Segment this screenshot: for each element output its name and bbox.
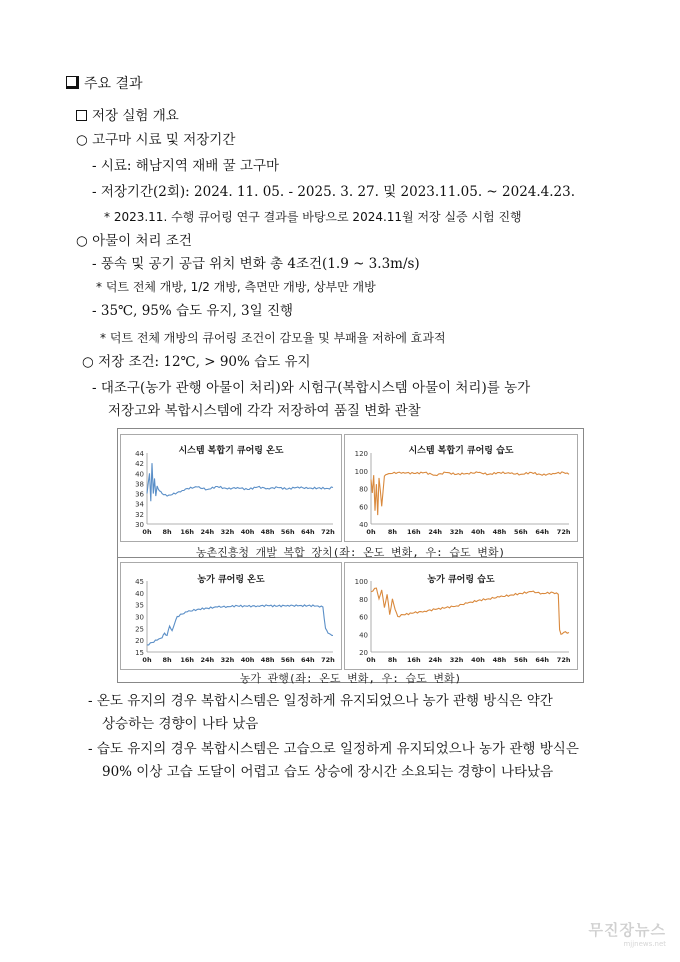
y-tick-label: 120 (354, 450, 368, 458)
x-tick-label: 16h (180, 528, 195, 536)
x-tick-label: 32h (449, 528, 464, 536)
sample-heading: ○ 고구마 시료 및 저장기간 (76, 132, 236, 148)
x-tick-label: 56h (513, 528, 528, 536)
x-tick-label: 32h (220, 528, 235, 536)
x-tick-label: 8h (162, 528, 172, 536)
curing-note-2: * 덕트 전체 개방의 큐어링 조건이 감모율 및 부패율 저하에 효과적 (100, 331, 446, 345)
watermark-url: mjjnews.net (623, 940, 666, 948)
y-tick-label: 42 (135, 460, 144, 469)
x-tick-label: 48h (492, 528, 507, 536)
chart-farm-temperature (120, 562, 342, 670)
series-line (147, 605, 333, 645)
y-tick-label: 40 (135, 589, 144, 598)
x-tick-label: 16h (406, 528, 421, 536)
x-tick-label: 24h (428, 656, 443, 664)
x-tick-label: 40h (240, 656, 255, 664)
conclusion-temp-1: - 온도 유지의 경우 복합시스템은 일정하게 유지되었으나 농가 관행 방식은 약간 (88, 693, 553, 709)
curing-heading: ○ 아물이 처리 조건 (76, 233, 192, 249)
curing-text-2: - 35℃, 95% 습도 유지, 3일 진행 (92, 303, 294, 319)
section-heading (66, 76, 143, 93)
y-tick-label: 60 (359, 613, 368, 622)
x-tick-label: 56h (280, 528, 295, 536)
y-tick-label: 15 (135, 649, 144, 657)
y-tick-label: 44 (135, 450, 144, 458)
conclusion-temp-2: 상승하는 경향이 나타 났음 (102, 716, 259, 732)
x-tick-label: 48h (260, 656, 275, 664)
x-tick-label: 48h (492, 656, 507, 664)
subsection-title: 저장 실험 개요 (92, 108, 179, 124)
square-bullet-icon (76, 110, 87, 121)
y-tick-label: 40 (359, 521, 368, 529)
x-tick-label: 72h (556, 656, 571, 664)
y-tick-label: 36 (135, 490, 144, 499)
x-tick-label: 0h (142, 656, 152, 664)
chart-title: 농가 큐어링 습도 (427, 575, 495, 585)
sample-text: - 시료: 해남지역 재배 꿀 고구마 (92, 158, 280, 174)
x-tick-label: 8h (387, 656, 397, 664)
x-tick-label: 8h (162, 656, 172, 664)
y-tick-label: 40 (135, 470, 144, 479)
period-text: - 저장기간(2회): 2024. 11. 05. - 2025. 3. 27. 및 2023.11.05. ~ 2024.4.23. (92, 184, 576, 200)
x-tick-label: 48h (260, 528, 275, 536)
x-tick-label: 64h (301, 528, 315, 536)
checkbox-icon (66, 76, 79, 89)
x-tick-label: 64h (301, 656, 315, 664)
chart-farm-humidity (344, 562, 578, 670)
x-tick-label: 72h (321, 528, 335, 536)
conclusion-hum-2: 90% 이상 고습 도달이 어렵고 습도 상승에 장시간 소요되는 경향이 나타났음 (102, 764, 554, 780)
y-tick-label: 40 (359, 631, 368, 640)
x-tick-label: 40h (240, 528, 255, 536)
y-tick-label: 100 (354, 467, 368, 476)
chart-system-humidity (344, 434, 578, 542)
curing-note-1: * 덕트 전체 개방, 1/2 개방, 측면만 개방, 상부만 개방 (96, 280, 376, 294)
y-tick-label: 20 (135, 637, 144, 646)
x-tick-label: 40h (471, 656, 485, 664)
x-tick-label: 64h (535, 656, 550, 664)
x-tick-label: 24h (428, 528, 443, 536)
storage-heading: ○ 저장 조건: 12℃, > 90% 습도 유지 (82, 354, 311, 370)
x-tick-label: 56h (513, 656, 528, 664)
y-tick-label: 34 (135, 500, 144, 509)
watermark-logo (589, 919, 666, 948)
y-tick-label: 20 (359, 649, 368, 657)
x-tick-label: 40h (471, 528, 485, 536)
x-tick-label: 32h (449, 656, 464, 664)
series-line (147, 463, 333, 501)
x-tick-label: 72h (556, 528, 571, 536)
y-tick-label: 45 (135, 578, 144, 586)
chart-title: 시스템 복합기 큐어링 온도 (178, 446, 284, 456)
chart-title: 농가 큐어링 온도 (197, 575, 265, 585)
section-title: 주요 결과 (84, 76, 143, 92)
y-tick-label: 38 (135, 480, 144, 489)
top-chart-caption: 농촌진흥청 개발 복합 장치(좌: 온도 변화, 우: 습도 변화) (195, 546, 506, 559)
y-tick-label: 32 (135, 510, 144, 519)
y-tick-label: 30 (135, 613, 144, 622)
y-tick-label: 80 (359, 485, 368, 494)
chart-system-temperature (120, 434, 342, 542)
x-tick-label: 24h (200, 528, 215, 536)
y-tick-label: 80 (359, 595, 368, 604)
y-tick-label: 30 (135, 521, 144, 529)
y-tick-label: 25 (135, 625, 144, 634)
bottom-chart-caption: 농가 관행(좌: 온도 변화, 우: 습도 변화) (239, 672, 462, 685)
x-tick-label: 56h (280, 656, 295, 664)
series-line (371, 588, 569, 634)
x-tick-label: 32h (220, 656, 235, 664)
x-tick-label: 64h (535, 528, 550, 536)
storage-text-2: 저장고와 복합시스템에 각각 저장하여 품질 변화 관찰 (108, 403, 421, 419)
y-tick-label: 60 (359, 503, 368, 512)
x-tick-label: 16h (180, 656, 195, 664)
x-tick-label: 72h (321, 656, 335, 664)
period-note: * 2023.11. 수행 큐어링 연구 결과를 바탕으로 2024.11월 저장 실증 시험 진행 (104, 210, 522, 224)
series-line (371, 472, 569, 515)
x-tick-label: 8h (387, 528, 397, 536)
storage-text-1: - 대조구(농가 관행 아물이 처리)와 시험구(복합시스템 아물이 처리)를 농가 (92, 380, 531, 396)
x-tick-label: 0h (142, 528, 152, 536)
y-tick-label: 35 (135, 601, 144, 610)
watermark-name: 무진장뉴스 (588, 921, 666, 939)
x-tick-label: 0h (366, 528, 376, 536)
x-tick-label: 24h (200, 656, 215, 664)
y-tick-label: 100 (354, 578, 368, 586)
conclusion-hum-1: - 습도 유지의 경우 복합시스템은 고습으로 일정하게 유지되었으나 농가 관행 방식은 (88, 741, 579, 757)
curing-text-1: - 풍속 및 공기 공급 위치 변화 총 4조건(1.9 ~ 3.3m/s) (92, 256, 420, 272)
chart-title: 시스템 복합기 큐어링 습도 (408, 446, 514, 456)
x-tick-label: 0h (366, 656, 376, 664)
x-tick-label: 16h (406, 656, 421, 664)
subsection-heading (76, 108, 179, 124)
